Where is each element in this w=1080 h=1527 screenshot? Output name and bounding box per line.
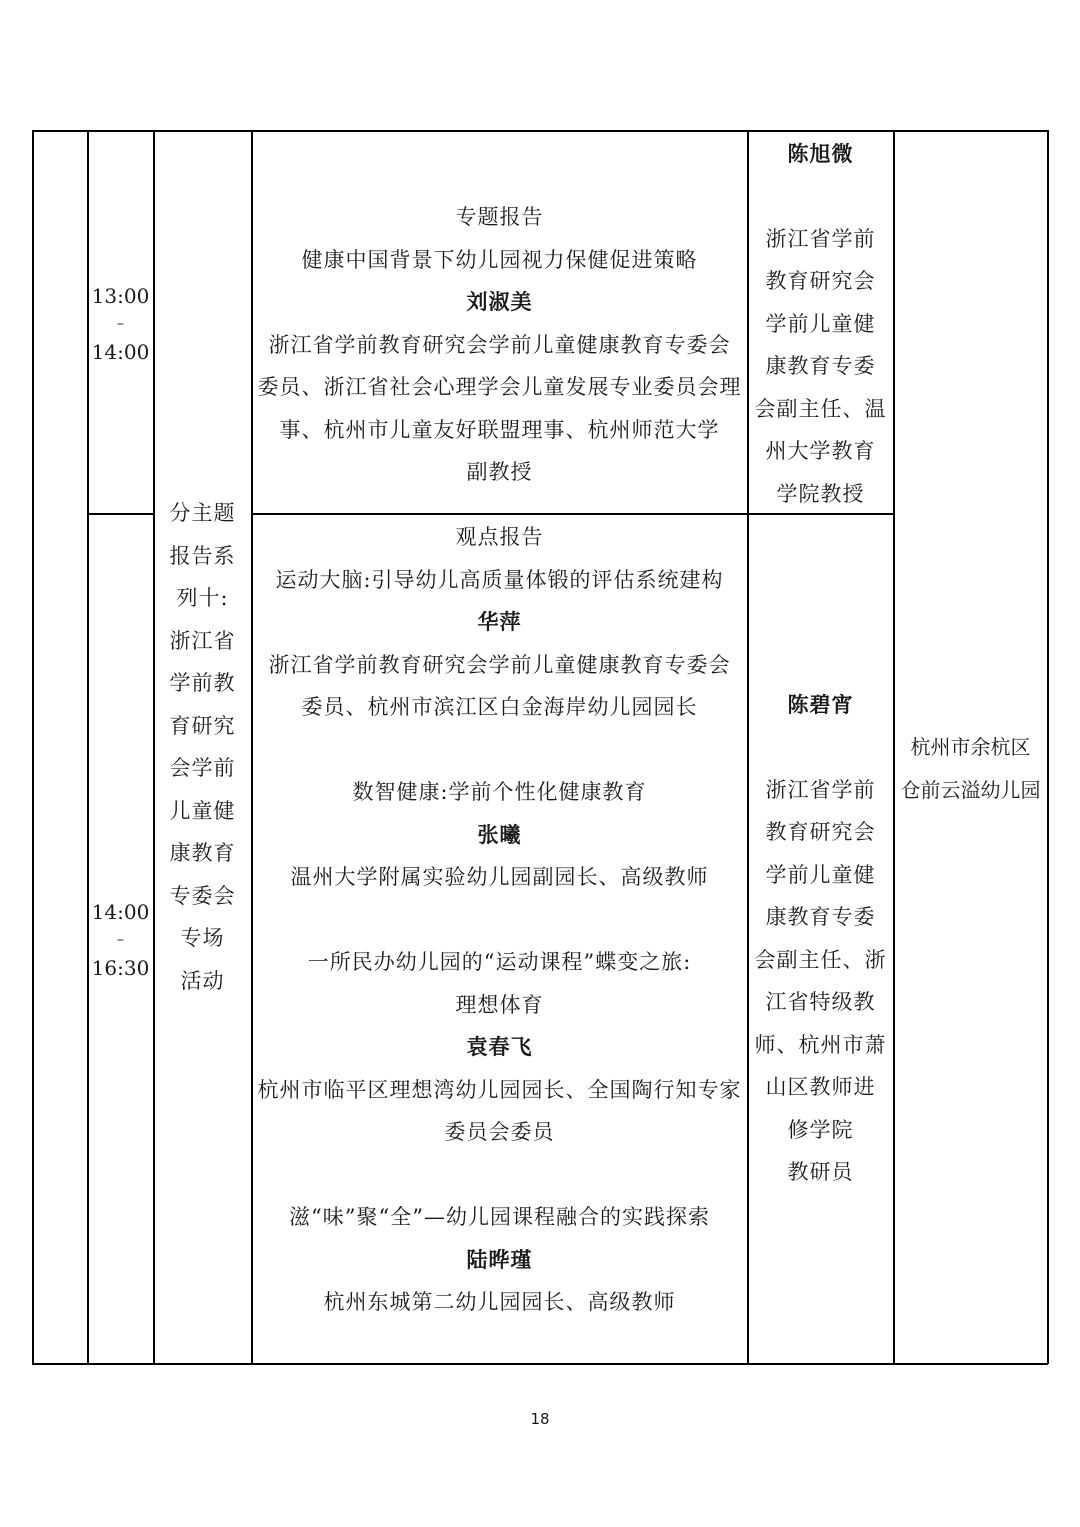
venue-line: 杭州市余杭区 [910,735,1031,759]
row-divider-time [87,513,154,515]
host-bio-line: 教育研究会 [765,820,876,844]
talk-title: 健康中国背景下幼儿园视力保健促进策略 [301,247,698,272]
host-bio-line: 州大学教育 [765,439,876,463]
theme-line: 活动 [180,968,225,993]
speaker-bio-line: 事、杭州市儿童友好联盟理事、杭州师范大学 [279,417,720,442]
venue-cell [894,726,1047,811]
row2-host [748,684,893,1194]
row2-time [88,898,153,982]
row1-content [252,196,747,494]
host-name: 陈旭微 [787,141,854,166]
host-bio-line: 山区教师进 [765,1075,876,1099]
talk-title: 运动大脑:引导幼儿高质量体锻的评估系统建构 [275,567,724,592]
table-border-right [1047,130,1049,1364]
host-bio-line: 浙江省学前 [765,226,876,251]
host-bio-line: 修学院 [787,1117,854,1142]
host-bio-line: 浙江省学前 [765,777,876,802]
speaker-bio-line: 委员、浙江省社会心理学会儿童发展专业委员会理 [257,375,742,399]
talk-type: 专题报告 [455,205,544,229]
talk-type: 观点报告 [455,525,544,549]
speaker-name: 陆晔瑾 [466,1246,533,1272]
speaker-name: 张曦 [477,821,522,847]
host-bio-line: 康教育专委 [765,905,876,929]
theme-line: 专场 [180,926,225,950]
speaker-bio-line: 委员会委员 [444,1120,555,1144]
speaker-bio-line: 浙江省学前教育研究会学前儿童健康教育专委会 [268,332,731,357]
theme-line: 学前教 [169,671,236,695]
host-bio-line: 会副主任、浙 [754,947,887,972]
row2-time-separator: – [117,932,124,948]
row1-time-separator: – [117,316,124,332]
host-bio-line: 学院教授 [776,481,865,506]
table-border-left [32,130,34,1364]
theme-line: 分主题 [169,501,236,525]
row2-time-start: 14:00 [91,900,150,924]
venue-line: 仓前云溢幼儿园 [900,777,1041,802]
speaker-bio-line: 浙江省学前教育研究会学前儿童健康教育专委会 [268,652,731,677]
host-bio-line: 教研员 [787,1160,854,1184]
theme-line: 康教育 [169,841,236,865]
speaker-bio-line: 杭州东城第二幼儿园园长、高级教师 [323,1290,676,1314]
host-bio-line: 师、杭州市萧 [754,1032,887,1057]
theme-cell [154,492,251,1002]
page-number: 18 [530,1410,550,1428]
talk-title: 数智健康:学前个性化健康教育 [352,780,647,804]
row1-host [748,133,893,515]
speaker-name: 华萍 [477,609,522,634]
speaker-bio-line: 杭州市临平区理想湾幼儿园园长、全国陶行知专家 [257,1077,742,1102]
theme-line: 会学前 [169,756,236,780]
table-border-bottom [32,1363,1048,1365]
host-bio-line: 会副主任、温 [754,396,887,421]
theme-line: 儿童健 [169,798,236,823]
table-border-top [32,130,1048,132]
speaker-name: 刘淑美 [466,289,533,314]
talk-title: 滋“味”聚“全”—幼儿园课程融合的实践探索 [289,1205,710,1229]
row2-time-end: 16:30 [91,956,150,980]
speaker-bio-line: 委员、杭州市滨江区白金海岸幼儿园园长 [301,695,698,719]
row1-time-start: 13:00 [91,284,150,308]
host-bio-line: 教育研究会 [765,269,876,293]
host-bio-line: 学前儿童健 [765,862,876,887]
talk-title: 理想体育 [455,992,544,1017]
theme-line: 浙江省 [169,628,236,653]
talk-title: 一所民办幼儿园的“运动课程”蝶变之旅: [307,950,692,974]
host-name: 陈碧宵 [787,692,854,717]
speaker-bio-line: 副教授 [466,460,533,484]
host-bio-line: 康教育专委 [765,354,876,378]
row2-content [252,516,747,1324]
host-bio-line: 学前儿童健 [765,311,876,336]
row1-time-end: 14:00 [91,340,150,364]
speaker-bio-line: 温州大学附属实验幼儿园副园长、高级教师 [290,865,709,889]
host-bio-line: 江省特级教 [765,990,876,1014]
speaker-name: 袁春飞 [466,1034,533,1059]
row1-time [88,282,153,366]
theme-line: 报告系 [169,543,236,568]
theme-line: 列十: [176,586,229,610]
theme-line: 专委会 [169,883,236,908]
theme-line: 育研究 [169,713,236,738]
